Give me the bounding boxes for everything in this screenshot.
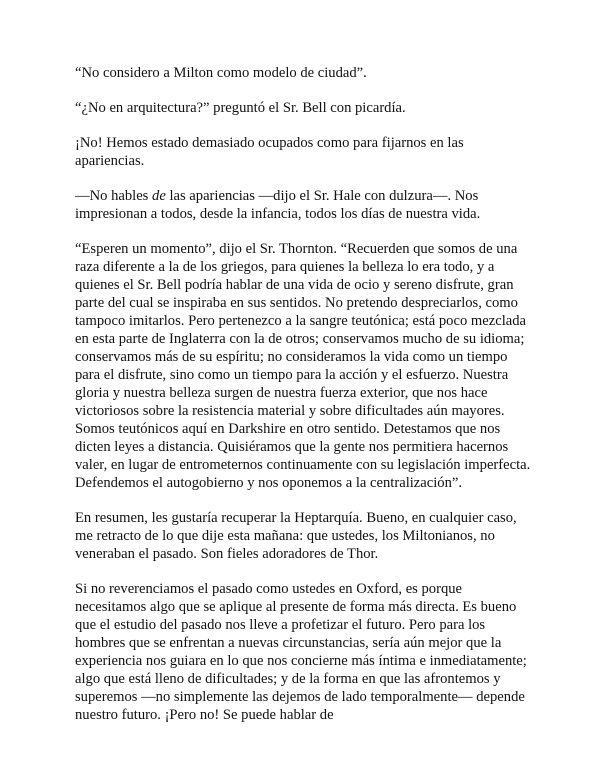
paragraph-4-end: las apariencias —dijo el Sr. Hale con dulzura—. Nos impresionan a todos, desde la infancia, todos los días de nuestra vida.: [75, 188, 481, 222]
paragraph-7: Si no reverenciamos el pasado como ustedes en Oxford, es porque necesitamos algo que se aplique al presente de forma más directa. Es bueno que el estudio del pasado nos lleve a profetizar el futuro. Pero para los hombres que se enfrentan a nuevas circunstancias, sería aún mejor que la experiencia nos guiara en lo que nos concierne más íntima e inmediatamente; algo que está lleno de dificultades; y de la forma en que las afrontemos y superemos —no simplemente las dejemos de lado temporalmente— depende nuestro futuro. ¡Pero no! Se puede hablar de: [75, 581, 527, 723]
paragraph-5: “Esperen un momento”, dijo el Sr. Thornton. “Recuerden que somos de una raza diferente a la de los griegos, para quienes la belleza lo era todo, y a quienes el Sr. Bell podría hablar de una vida de ocio y sereno disfrute, gran parte del cual se inspiraba en sus sentidos. No pretendo despreciarlos, como tampoco imitarlos. Pero pertenezco a la sangre teutónica; está poco mezclada en esta parte de Inglaterra con la de otros; conservamos mucho de su idioma; conservamos más de su espíritu; no consideramos la vida como un tiempo para el disfrute, sino como un tiempo para la acción y el esfuerzo. Nuestra gloria y nuestra belleza surgen de nuestra fuerza exterior, que nos hace victoriosos sobre la resistencia material y sobre dificultades aún mayores. Somos teutónicos aquí en Darkshire en otro sentido. Detestamos que nos dicten leyes a distancia. Quisiéramos que la gente nos permitiera hacernos valer, en lugar de entrometernos continuamente con su legislación imperfecta. Defendemos el autogobierno y nos oponemos a la centralización”.: [75, 241, 531, 491]
paragraph-1: “No considero a Milton como modelo de ciudad”.: [75, 65, 367, 81]
document-page: [75, 64, 535, 741]
paragraph-4: [75, 187, 535, 223]
paragraph-4-start: —No hables: [75, 188, 153, 204]
paragraph-3: ¡No! Hemos estado demasiado ocupados como para fijarnos en las apariencias.: [75, 135, 464, 169]
paragraph-4-emphasis: de: [152, 188, 166, 204]
paragraph-2: “¿No en arquitectura?” preguntó el Sr. Bell con picardía.: [75, 100, 406, 116]
paragraph-6: En resumen, les gustaría recuperar la Heptarquía. Bueno, en cualquier caso, me retracto de lo que dije esta mañana: que ustedes, los Miltonianos, no veneraban el pasado. Son fieles adoradores de Thor.: [75, 510, 517, 562]
